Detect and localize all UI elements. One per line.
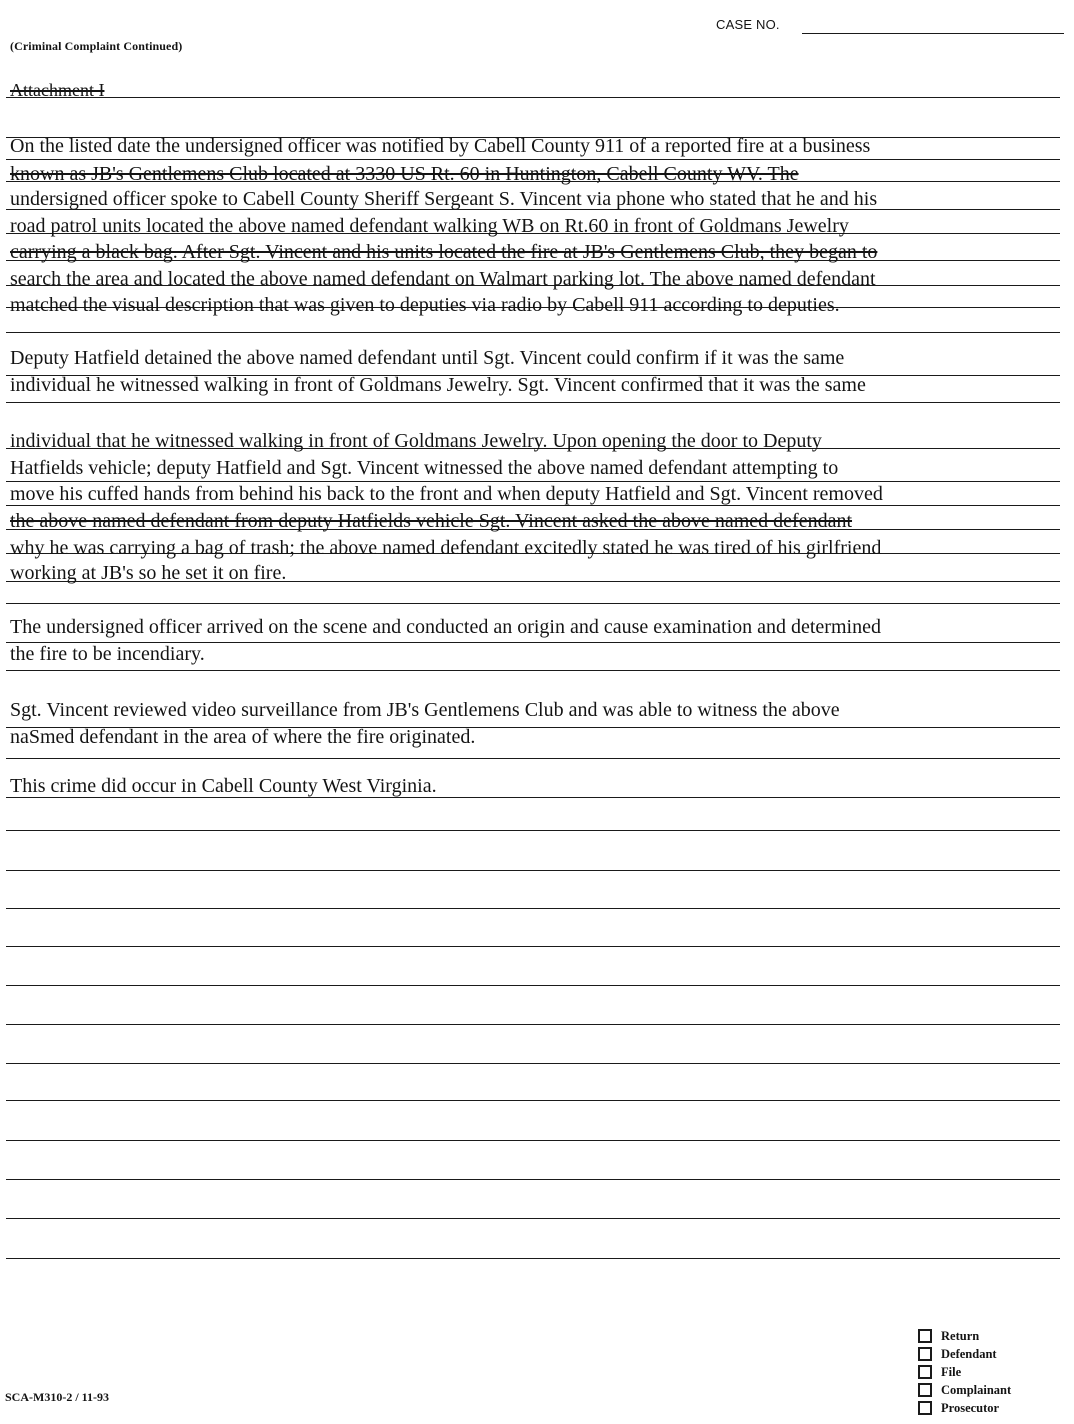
narrative-line: known as JB's Gentlemens Club located at 3330 US Rt. 60 in Huntington, Cabell County WV. The [10, 163, 799, 185]
checkbox[interactable] [918, 1365, 932, 1379]
form-rule-line [6, 985, 1060, 986]
narrative-line: Deputy Hatfield detained the above named defendant until Sgt. Vincent could confirm if it was the same [10, 347, 845, 369]
form-rule-line [6, 481, 1060, 482]
form-rule-line [6, 1258, 1060, 1259]
form-rule-line [6, 946, 1060, 947]
narrative-line: matched the visual description that was given to deputies via radio by Cabell 911 according to deputies. [10, 294, 840, 316]
checkbox[interactable] [918, 1401, 932, 1415]
case-no-field-line [802, 33, 1064, 34]
checkbox-label: Return [941, 1328, 980, 1343]
narrative-line: the fire to be incendiary. [10, 643, 205, 665]
checkbox[interactable] [918, 1347, 932, 1361]
form-rule-line [6, 830, 1060, 831]
narrative-line: search the area and located the above named defendant on Walmart parking lot. The above named defendant [10, 268, 876, 290]
narrative-line: road patrol units located the above named defendant walking WB on Rt.60 in front of Goldmans Jewelry [10, 215, 849, 237]
form-rule-line [6, 1024, 1060, 1025]
narrative-line: Sgt. Vincent reviewed video surveillance from JB's Gentlemens Club and was able to witness the above [10, 699, 840, 721]
checklist-item-complainant [918, 1381, 1011, 1399]
form-rule-line [6, 402, 1060, 403]
narrative-line: carrying a black bag. After Sgt. Vincent and his units located the fire at JB's Gentlemens Club, they began to [10, 241, 878, 263]
narrative-line: move his cuffed hands from behind his back to the front and when deputy Hatfield and Sgt. Vincent removed [10, 483, 883, 505]
form-rule-line [6, 505, 1060, 506]
narrative-line: the above named defendant from deputy Hatfields vehicle Sgt. Vincent asked the above named defendant [10, 510, 853, 532]
distribution-checklist [918, 1327, 1011, 1417]
form-rule-line [6, 908, 1060, 909]
form-rule-line [6, 1063, 1060, 1064]
checkbox[interactable] [918, 1383, 932, 1397]
narrative-line: working at JB's so he set it on fire. [10, 562, 287, 584]
form-rule-line [6, 159, 1060, 160]
form-rule-line [6, 870, 1060, 871]
checklist-item-prosecutor [918, 1399, 1011, 1417]
form-rule-line [6, 1218, 1060, 1219]
checkbox-label: Complainant [941, 1382, 1012, 1397]
narrative-line: individual that he witnessed walking in front of Goldmans Jewelry. Upon opening the door to Deputy [10, 430, 822, 452]
checklist-item-defendant [918, 1345, 1011, 1363]
checkbox-label: Defendant [941, 1346, 997, 1361]
narrative-line: naSmed defendant in the area of where the fire originated. [10, 726, 476, 748]
narrative-line: undersigned officer spoke to Cabell County Sheriff Sergeant S. Vincent via phone who stated that he and his [10, 188, 878, 210]
checkbox-label: File [941, 1364, 962, 1379]
form-rule-line [6, 97, 1060, 98]
form-rule-line [6, 1140, 1060, 1141]
attachment-text: Attachment I [10, 80, 105, 100]
form-rule-line [6, 332, 1060, 333]
form-number: SCA-M310-2 / 11-93 [5, 1390, 109, 1404]
narrative-line: individual he witnessed walking in front of Goldmans Jewelry. Sgt. Vincent confirmed that it was the same [10, 374, 866, 396]
form-rule-line [6, 797, 1060, 798]
form-rule-line [6, 758, 1060, 759]
narrative-line: This crime did occur in Cabell County West Virginia. [10, 775, 437, 797]
form-rule-line [6, 1100, 1060, 1101]
narrative-line: why he was carrying a bag of trash; the above named defendant excitedly stated he was tired of his girlfriend [10, 537, 882, 559]
case-no-label: CASE NO. [716, 17, 780, 32]
narrative-line: Hatfields vehicle; deputy Hatfield and Sgt. Vincent witnessed the above named defendant attempting to [10, 457, 839, 479]
checklist-item-file [918, 1363, 1011, 1381]
checkbox-label: Prosecutor [941, 1400, 1000, 1415]
checkbox[interactable] [918, 1329, 932, 1343]
continued-label: (Criminal Complaint Continued) [10, 39, 183, 53]
narrative-line: The undersigned officer arrived on the scene and conducted an origin and cause examination and determined [10, 616, 881, 638]
form-rule-line [6, 603, 1060, 604]
form-rule-line [6, 670, 1060, 671]
form-rule-line [6, 1179, 1060, 1180]
narrative-line: On the listed date the undersigned officer was notified by Cabell County 911 of a reported fire at a business [10, 135, 871, 157]
checklist-item-return [918, 1327, 1011, 1345]
